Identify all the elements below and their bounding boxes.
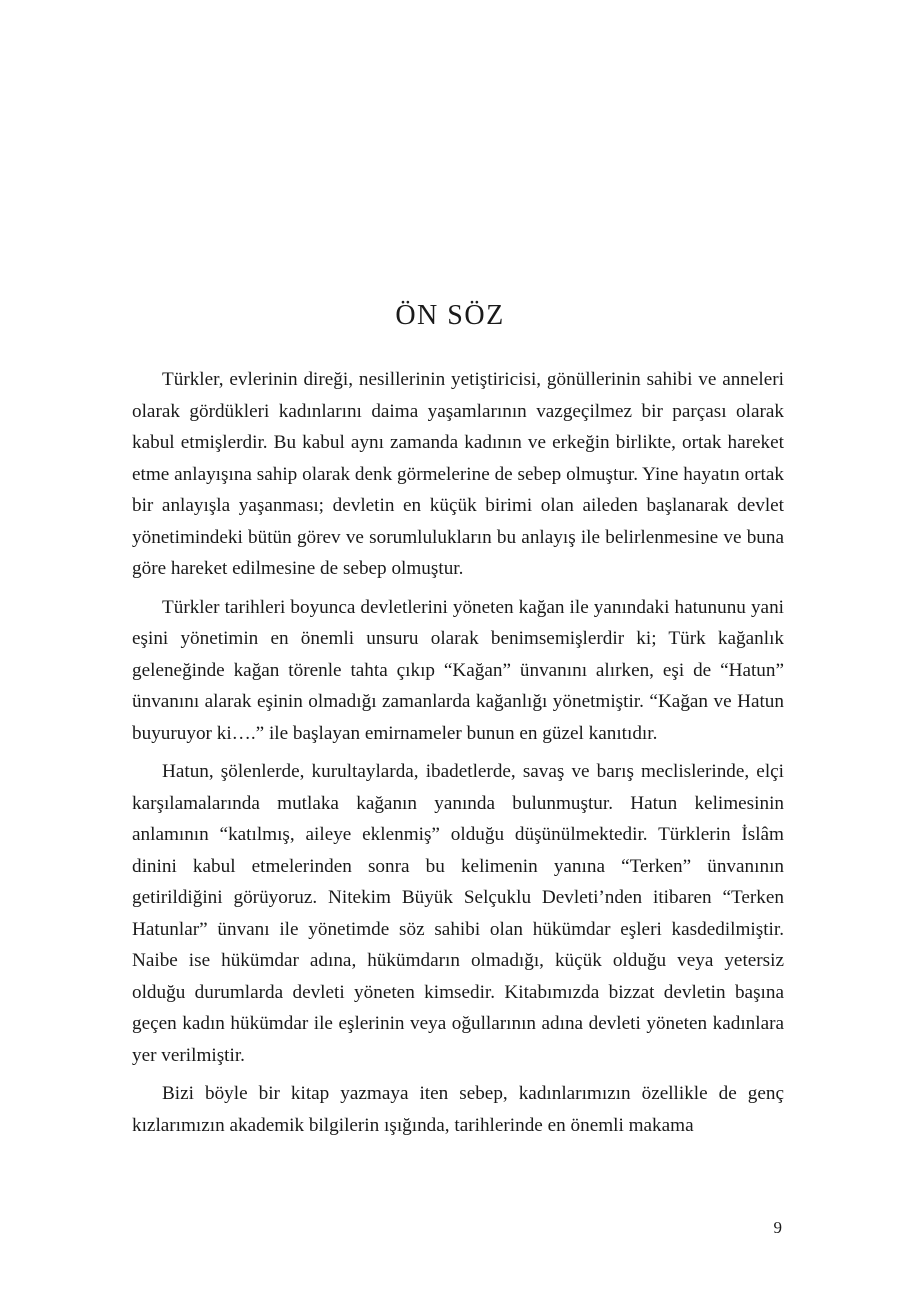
- paragraph: Türkler, evlerinin direği, nesillerinin yetiştiricisi, gönüllerinin sahibi ve anneleri olarak gördükleri kadınlarını daima yaşamlarının vazgeçilmez bir parçası olarak kabul etmişlerdir. Bu kabul aynı zamanda kadının ve erkeğin birlikte, ortak hareket etme anlayışına sahip olarak denk görmelerine de sebep olmuştur. Yine hayatın ortak bir anlayışla yaşanması; devletin en küçük birimi olan aileden başlanarak devlet yönetimindeki bütün görev ve sorumlulukların bu anlayış ile belirlenmesine ve buna göre hareket edilmesine de sebep olmuştur.: [132, 369, 784, 579]
- paragraph: Hatun, şölenlerde, kurultaylarda, ibadetlerde, savaş ve barış meclislerinde, elçi karşılamalarında mutlaka kağanın yanında bulunmuştur. Hatun kelimesinin anlamının “katılmış, aileye eklenmiş” olduğu düşünülmektedir. Türklerin İslâm dinini kabul etmelerinden sonra bu kelimenin yanına “Terken” ünvanının getirildiğini görüyoruz. Nitekim Büyük Selçuklu Devleti’nden itibaren “Terken Hatunlar” ünvanı ile yönetimde söz sahibi olan hükümdar eşleri kasdedilmiştir. Naibe ise hükümdar adına, hükümdarın olmadığı, küçük olduğu veya yetersiz olduğu durumlarda devleti yöneten kimsedir. Kitabımızda bizzat devletin başına geçen kadın hükümdar ile eşlerinin veya oğullarının adına devleti yöneten kadınlara yer verilmiştir.: [132, 761, 784, 1066]
- paragraph: Bizi böyle bir kitap yazmaya iten sebep, kadınlarımızın özellikle de genç kızlarımızın akademik bilgilerin ışığında, tarihlerinde en önemli makama: [132, 1083, 784, 1136]
- chapter-title: ÖN SÖZ: [395, 300, 505, 331]
- paragraph: Türkler tarihleri boyunca devletlerini yöneten kağan ile yanındaki hatununu yani eşini yönetimin en önemli unsuru olarak benimsemişlerdir ki; Türk kağanlık geleneğinde kağan törenle tahta çıkıp “Kağan” ünvanını alırken, eşi de “Hatun” ünvanını alarak eşinin olmadığı zamanlarda kağanlığı yönetmiştir. “Kağan ve Hatun buyuruyor ki….” ile başlayan emirnameler bunun en güzel kanıtıdır.: [132, 596, 784, 744]
- body-text: [132, 364, 784, 1148]
- page-number: 9: [773, 1218, 782, 1237]
